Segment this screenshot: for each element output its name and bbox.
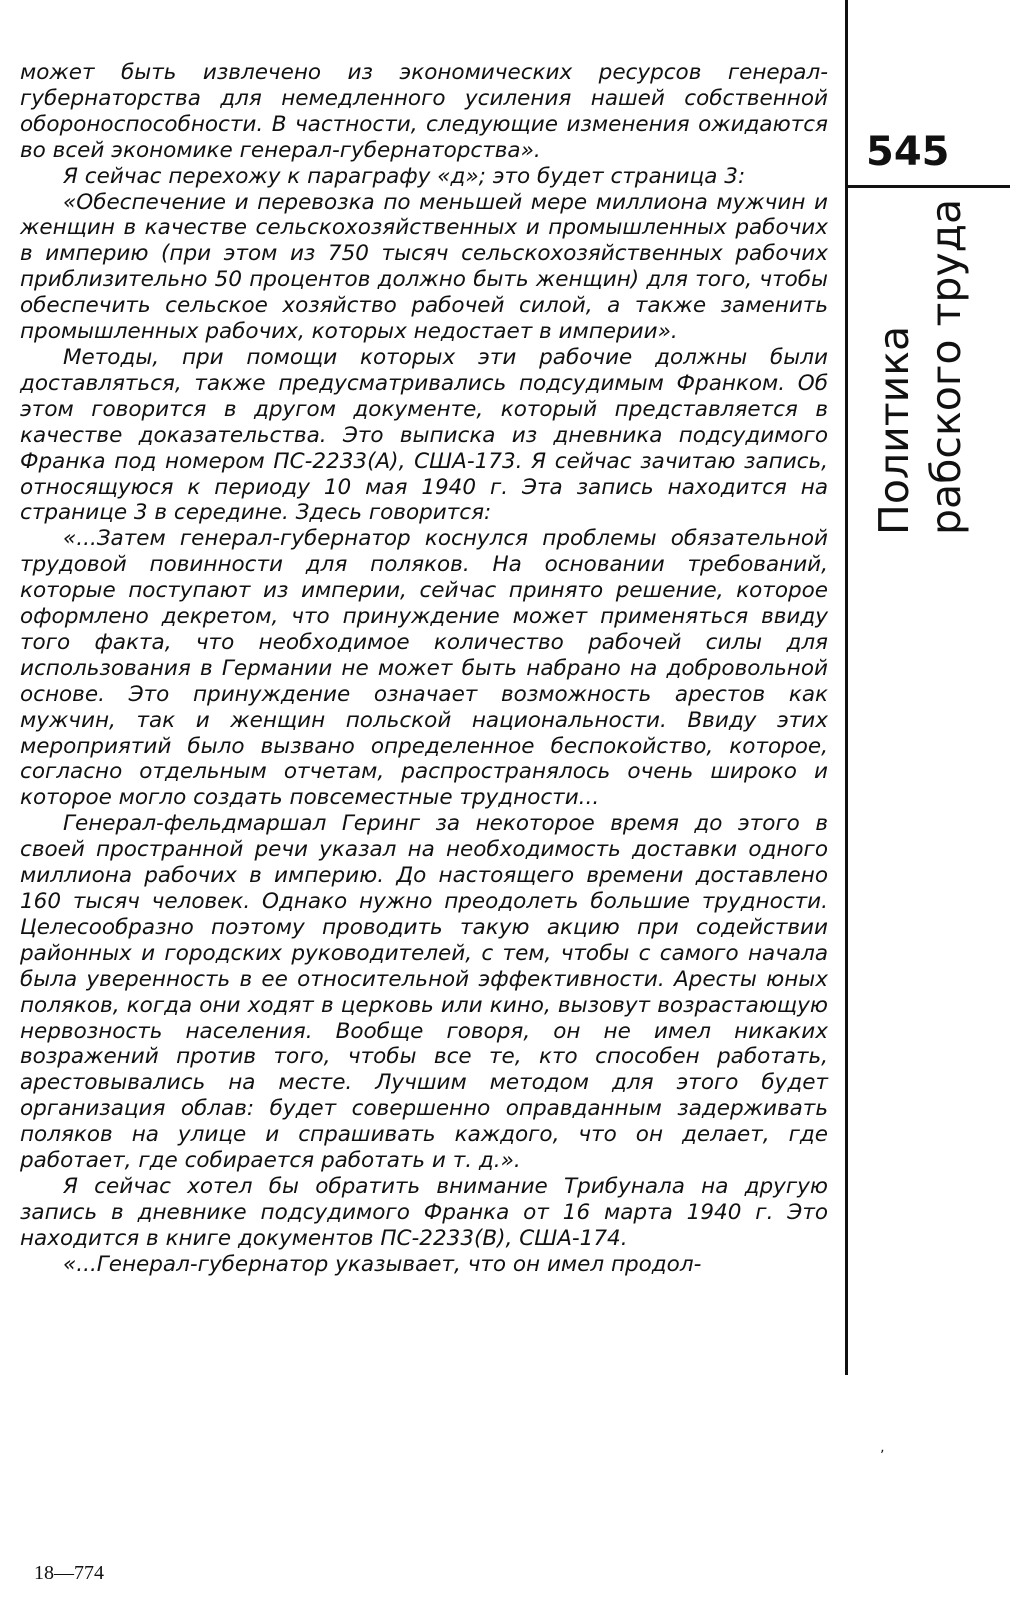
page-number-rule bbox=[848, 185, 1010, 188]
paragraph-2: Я сейчас перехожу к параграфу «д»; это будет страница 3: bbox=[63, 163, 746, 189]
paragraph-8: «...Генерал-губернатор указывает, что он имел продол- bbox=[63, 1251, 702, 1277]
paragraph-6: Генерал-фельдмаршал Геринг за некоторое время до этого в своей пространной речи указал на необходимость доставки одного миллиона рабочих в империю. До настоящего времени доставлено 160 тысяч человек. Однако нужно преодолеть большие трудности. Целесообразно поэтому проводить такую акцию при содействии районных и городских руководителей, с тем, чтобы с самого начала была уверенность в ее относительной эффективности. Аресты юных поляков, когда они ходят в церковь или кино, вызовут возрастающую нервозность населения. Вообще говоря, он не имел никаких возражений против того, чтобы все те, кто способен работать, арестовывались на месте. Лучшим методом для этого будет организация облав: будет совершенно оправданным задерживать поляков на улице и спрашивать каждого, что он делает, где работает, где собирается работать и т. д.». bbox=[20, 811, 828, 1174]
running-title bbox=[868, 198, 972, 535]
paragraph-3: «Обеспечение и перевозка по меньшей мере миллиона мужчин и женщин в качестве сельскохозяйственных и промышленных рабочих в империю (при этом из 750 тысяч сельскохозяйственных рабочих приблизительно 50 процентов должно быть женщин) для того, чтобы обеспечить сельское хозяйство рабочей силой, а также заменить промышленных рабочих, которых недостает в империи». bbox=[20, 189, 828, 345]
paragraph-1: может быть извлечено из экономических ресурсов генерал-губернаторства для немедленного усиления нашей собственной обороноспособности. В частности, следующие изменения ожидаются во всей экономике генерал-губернаторства». bbox=[20, 60, 828, 163]
running-title-line-2: рабского труда bbox=[922, 198, 970, 535]
page-number: 545 bbox=[866, 129, 950, 175]
margin-mark: ʼ bbox=[880, 1448, 885, 1464]
printer-signature: 18—774 bbox=[34, 1562, 104, 1584]
margin-vertical-rule bbox=[845, 0, 848, 1375]
running-title-line-1: Политика bbox=[870, 325, 918, 535]
paragraph-4: Методы, при помощи которых эти рабочие должны были доставляться, также предусматривались подсудимым Франком. Об этом говорится в другом документе, который представляется в качестве доказательства. Это выписка из дневника подсудимого Франка под номером ПС-2233(А), США-173. Я сейчас зачитаю запись, относящуюся к периоду 10 мая 1940 г. Эта запись находится на странице 3 в середине. Здесь говорится: bbox=[20, 344, 828, 526]
paragraph-7: Я сейчас хотел бы обратить внимание Трибунала на другую запись в дневнике подсудимого Франка от 16 марта 1940 г. Это находится в книге документов ПС-2233(В), США-174. bbox=[20, 1173, 828, 1251]
body-text bbox=[20, 60, 828, 1278]
paragraph-5: «...Затем генерал-губернатор коснулся проблемы обязательной трудовой повинности для поляков. На основании требований, которые поступают из империи, сейчас принято решение, которое оформлено декретом, что принуждение может применяться ввиду того факта, что необходимое количество рабочей силы для использования в Германии не может быть набрано на добровольной основе. Это принуждение означает возможность арестов как мужчин, так и женщин польской национальности. Ввиду этих мероприятий было вызвано определенное беспокойство, которое, согласно отдельным отчетам, распространялось очень широко и которое могло создать повсеместные трудности... bbox=[20, 526, 828, 811]
